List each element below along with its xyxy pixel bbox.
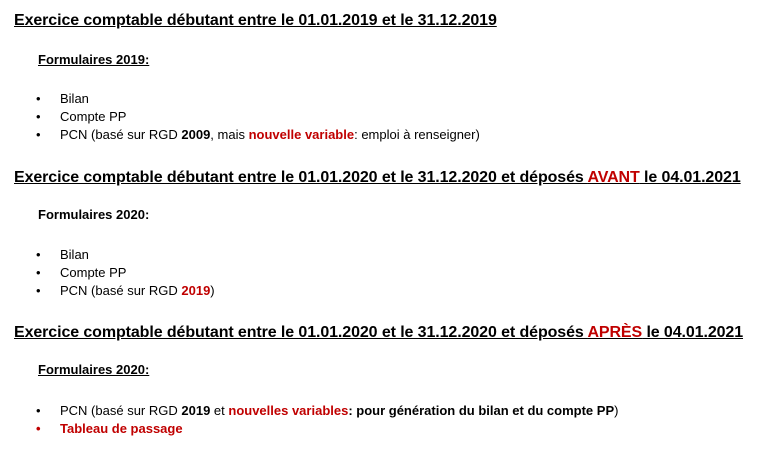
list-item — [36, 282, 215, 300]
bullet-icon: • — [36, 421, 41, 436]
bullet-icon: • — [36, 247, 41, 262]
list-item-text: Compte PP — [60, 109, 127, 124]
bullet-icon: • — [36, 109, 41, 124]
bullet-icon: • — [36, 127, 41, 142]
section-3-heading-prefix: Exercice comptable débutant entre le 01.01.2020 et le 31.12.2020 et déposés — [14, 324, 588, 341]
section-3-bullet-list — [36, 402, 618, 438]
list-item-text-suffix: ) — [614, 403, 619, 418]
list-item — [36, 402, 618, 420]
section-1-subheading: Formulaires 2019: — [38, 52, 150, 67]
section-1-heading-text: Exercice comptable débutant entre le 01.01.2019 et le 31.12.2019 — [14, 12, 497, 29]
bullet-icon: • — [36, 265, 41, 280]
list-item-text-suffix: : emploi à renseigner) — [354, 127, 480, 142]
list-item — [36, 108, 480, 126]
list-item — [36, 246, 215, 264]
section-2-bullet-list — [36, 246, 215, 300]
list-item-text-prefix: PCN (basé sur RGD — [60, 283, 182, 298]
list-item-text-suffix: ) — [210, 283, 215, 298]
section-3-heading-highlight: APRÈS — [587, 324, 643, 341]
list-item-text: Tableau de passage — [60, 421, 183, 436]
rgd-version: 2009 — [181, 127, 211, 142]
bullet-icon: • — [36, 403, 41, 418]
section-1-heading — [14, 12, 497, 30]
section-2-heading — [14, 169, 741, 187]
section-3-heading — [14, 324, 743, 342]
list-item-text-middle: , mais — [210, 127, 249, 142]
rgd-version: 2019 — [181, 403, 211, 418]
section-2-heading-prefix: Exercice comptable débutant entre le 01.01.2020 et le 31.12.2020 et déposés — [14, 169, 588, 186]
list-item — [36, 126, 480, 144]
section-2-heading-highlight: AVANT — [587, 169, 640, 186]
section-3-heading-suffix: le 04.01.2021 — [642, 324, 744, 341]
list-item — [36, 90, 480, 108]
new-variables-highlight: nouvelles variables — [228, 403, 349, 418]
new-variable-highlight: nouvelle variable — [248, 127, 355, 142]
bullet-icon: • — [36, 283, 41, 298]
section-3-subheading: Formulaires 2020: — [38, 362, 150, 377]
list-item-text: Compte PP — [60, 265, 127, 280]
list-item — [36, 420, 618, 438]
section-2-subheading: Formulaires 2020: — [38, 207, 150, 222]
list-item-text-middle: et — [210, 403, 229, 418]
list-item-text: Bilan — [60, 91, 89, 106]
list-item-text-prefix: PCN (basé sur RGD — [60, 127, 182, 142]
list-item-bold-tail: : pour génération du bilan et du compte PP — [348, 403, 615, 418]
rgd-version: 2019 — [181, 283, 211, 298]
list-item-text: Bilan — [60, 247, 89, 262]
section-1-bullet-list — [36, 90, 480, 144]
section-2-heading-suffix: le 04.01.2021 — [639, 169, 741, 186]
bullet-icon: • — [36, 91, 41, 106]
list-item — [36, 264, 215, 282]
list-item-text-prefix: PCN (basé sur RGD — [60, 403, 182, 418]
